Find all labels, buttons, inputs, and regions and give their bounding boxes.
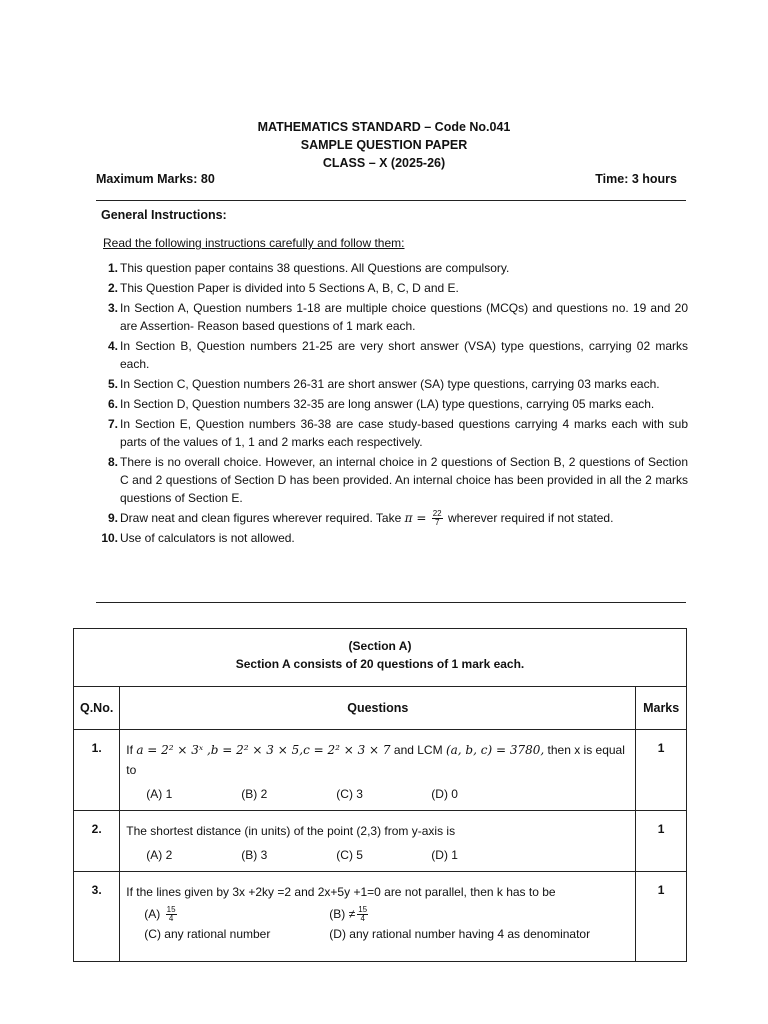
option-d: (D) 0 bbox=[431, 787, 458, 801]
instruction-number: 9. bbox=[107, 511, 118, 526]
instruction-number: 10. bbox=[101, 531, 118, 546]
question-options bbox=[126, 784, 629, 804]
question-options bbox=[126, 845, 629, 865]
table-row bbox=[74, 730, 687, 811]
question-number: 2. bbox=[74, 811, 120, 872]
time-allowed: Time: 3 hours bbox=[595, 172, 677, 186]
instruction-text: Use of calculators is not allowed. bbox=[120, 531, 295, 546]
instruction-text: In Section B, Question numbers 21-25 are very short answer (VSA) type questions, carrying 02 marks each. bbox=[120, 339, 688, 371]
instruction-text: This question paper contains 38 questions. All Questions are compulsory. bbox=[120, 261, 510, 275]
fraction-denominator: 4 bbox=[168, 914, 174, 924]
option-b-fraction bbox=[357, 906, 368, 923]
paper-subtitle: SAMPLE QUESTION PAPER bbox=[300, 138, 468, 152]
list-item bbox=[96, 415, 688, 451]
pi-expression: π = bbox=[404, 511, 427, 525]
column-header-qno: Q.No. bbox=[74, 687, 120, 730]
fraction-numerator: 15 bbox=[166, 905, 176, 915]
list-item bbox=[96, 299, 688, 335]
question-text-mid: and LCM bbox=[393, 743, 443, 757]
instruction-text: In Section C, Question numbers 26-31 are short answer (SA) type questions, carrying 03 marks each. bbox=[120, 377, 660, 391]
option-a-label: (A) bbox=[144, 907, 161, 921]
list-item bbox=[96, 337, 688, 373]
option-a bbox=[144, 904, 329, 924]
question-number: 3. bbox=[74, 872, 120, 962]
question-text: If the lines given by 3x +2ky =2 and 2x+5y +1=0 are not parallel, then k has to be bbox=[126, 885, 556, 899]
instruction-number: 4. bbox=[107, 339, 118, 353]
instruction-number: 1. bbox=[107, 261, 118, 275]
question-marks: 1 bbox=[636, 872, 687, 962]
option-c: (C) 3 bbox=[336, 787, 363, 801]
option-d: (D) any rational number having 4 as denominator bbox=[329, 927, 591, 941]
instruction-text: In Section E, Question numbers 36-38 are case study-based questions carrying 4 marks each with sub parts of the values of 1, 1 and 2 marks each respectively. bbox=[120, 417, 688, 449]
general-instructions-heading: General Instructions: bbox=[101, 208, 227, 222]
instruction-number: 6. bbox=[107, 397, 118, 411]
header-divider bbox=[96, 200, 686, 201]
section-a-title: (Section A) bbox=[348, 639, 412, 653]
general-instructions-intro: Read the following instructions carefully and follow them: bbox=[103, 236, 405, 250]
list-item bbox=[96, 453, 688, 507]
fraction-numerator: 15 bbox=[358, 905, 368, 915]
option-a: (A) 1 bbox=[146, 787, 173, 801]
instruction-text bbox=[120, 509, 688, 527]
question-cell bbox=[120, 811, 636, 872]
pi-fraction bbox=[432, 510, 443, 527]
question-cell bbox=[120, 872, 636, 962]
section-a-description: Section A consists of 20 questions of 1 mark each. bbox=[235, 657, 525, 671]
list-item bbox=[96, 509, 688, 527]
instruction-text: This Question Paper is divided into 5 Sections A, B, C, D and E. bbox=[120, 281, 459, 295]
question-cell bbox=[120, 730, 636, 811]
instructions-divider bbox=[96, 602, 686, 603]
question-marks: 1 bbox=[636, 730, 687, 811]
instruction-number: 7. bbox=[107, 417, 118, 431]
question-text-suffix: then x is equal to bbox=[126, 743, 625, 777]
instruction-number: 3. bbox=[107, 301, 118, 315]
maximum-marks: Maximum Marks: 80 bbox=[96, 172, 215, 186]
option-a-fraction bbox=[166, 906, 177, 923]
question-options bbox=[126, 904, 629, 944]
column-header-marks: Marks bbox=[636, 687, 687, 730]
question-marks: 1 bbox=[636, 811, 687, 872]
section-a-heading bbox=[74, 629, 687, 687]
paper-title: MATHEMATICS STANDARD – Code No.041 bbox=[257, 120, 511, 134]
fraction-denominator: 4 bbox=[360, 914, 365, 924]
list-item bbox=[96, 395, 688, 413]
instruction-text: In Section A, Question numbers 1-18 are multiple choice questions (MCQs) and questions no. 19 and 20 are Assertion- Reason based questions of 1 mark each. bbox=[120, 301, 688, 333]
list-item bbox=[96, 529, 688, 547]
option-a: (A) 2 bbox=[146, 848, 173, 862]
table-row bbox=[74, 811, 687, 872]
question-math-lcm: (a, b, c) = 3780, bbox=[445, 743, 545, 757]
option-b-label: (B) ≠ bbox=[329, 907, 356, 921]
list-item bbox=[96, 279, 688, 297]
list-item bbox=[96, 259, 688, 277]
question-text-prefix: If bbox=[126, 743, 133, 757]
instruction-text: In Section D, Question numbers 32-35 are long answer (LA) type questions, carrying 05 marks each. bbox=[120, 397, 655, 411]
instruction-text-after: wherever required if not stated. bbox=[447, 511, 614, 525]
question-text bbox=[126, 740, 629, 780]
option-b: (B) 3 bbox=[241, 848, 268, 862]
question-text: The shortest distance (in units) of the point (2,3) from y-axis is bbox=[126, 824, 456, 838]
section-a-table bbox=[73, 628, 687, 962]
instructions-list bbox=[96, 259, 688, 549]
column-header-questions: Questions bbox=[120, 687, 636, 730]
paper-class: CLASS – X (2025-26) bbox=[322, 156, 446, 170]
question-number: 1. bbox=[74, 730, 120, 811]
option-d: (D) 1 bbox=[431, 848, 458, 862]
instruction-text-before: Draw neat and clean figures wherever required. Take bbox=[120, 511, 402, 525]
table-header-row bbox=[74, 687, 687, 730]
table-row bbox=[74, 872, 687, 962]
fraction-numerator: 22 bbox=[432, 509, 442, 519]
list-item bbox=[96, 375, 688, 393]
fraction-denominator: 7 bbox=[434, 518, 440, 528]
question-math: a = 2² × 3ˣ ,b = 2² × 3 × 5,c = 2² × 3 × 7 bbox=[136, 743, 391, 757]
instruction-number: 8. bbox=[107, 455, 118, 469]
instruction-text: There is no overall choice. However, an internal choice in 2 questions of Section B, 2 questions of Section C and 2 questions of Section D has been provided. An internal choice has been provided in all the 2 marks questions of Section E. bbox=[120, 455, 688, 505]
option-c: (C) any rational number bbox=[144, 927, 271, 941]
paper-meta-row bbox=[96, 172, 677, 186]
instruction-number: 2. bbox=[107, 281, 118, 295]
option-b bbox=[329, 904, 629, 924]
instruction-number: 5. bbox=[107, 377, 118, 391]
option-b: (B) 2 bbox=[241, 787, 268, 801]
option-c: (C) 5 bbox=[336, 848, 363, 862]
